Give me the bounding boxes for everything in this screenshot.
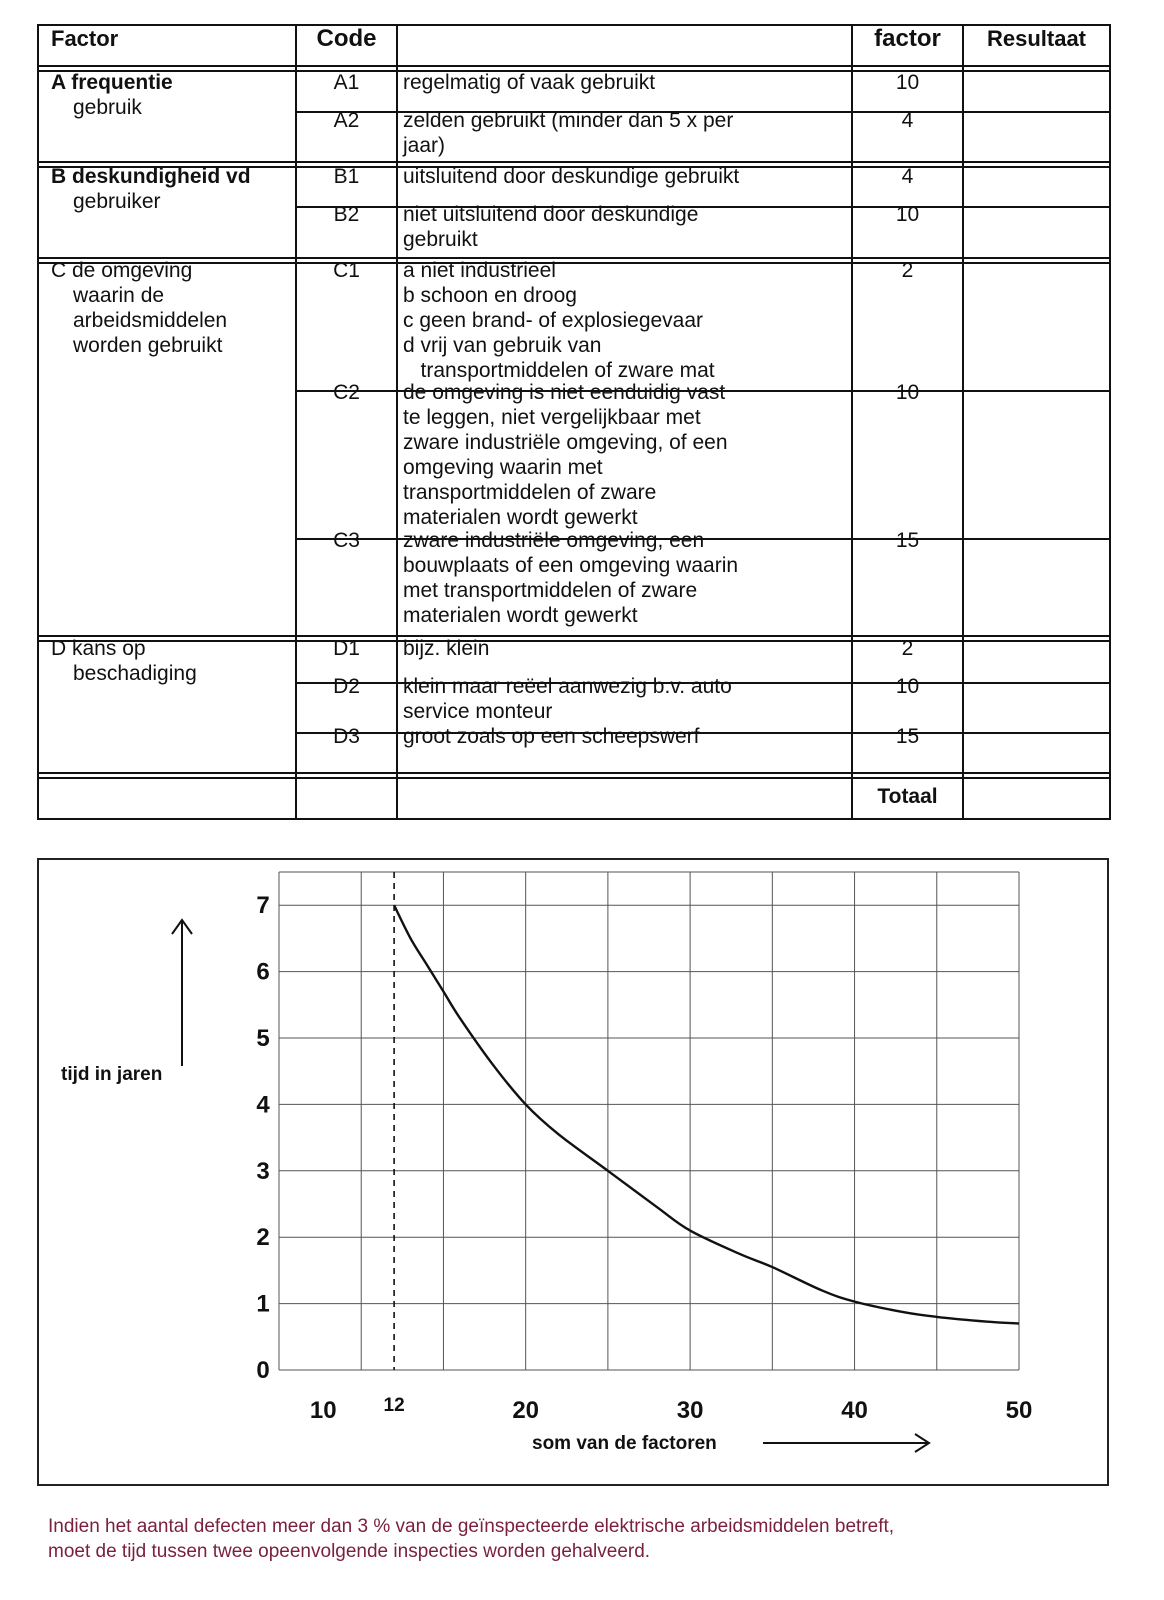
- description-cell: [403, 724, 700, 749]
- description-line: te leggen, niet vergelijkbaar met: [403, 406, 701, 429]
- factor-value-cell: 10: [895, 675, 920, 698]
- description-cell: [403, 108, 733, 158]
- inspection-interval-chart: [37, 858, 1109, 1486]
- x-tick-label: 30: [676, 1397, 704, 1424]
- description-line: zware industriële omgeving, een: [403, 529, 705, 552]
- code-cell: B2: [333, 203, 360, 226]
- column-divider: [396, 24, 398, 820]
- description-line: d vrij van gebruik van: [403, 334, 602, 357]
- description-line: transportmiddelen of zware mat: [403, 359, 715, 382]
- description-line: c geen brand- of explosiegevaar: [403, 309, 704, 332]
- header-factor-value: factor: [874, 25, 941, 52]
- description-line: jaar): [403, 134, 446, 157]
- description-cell: [403, 674, 732, 724]
- description-cell: [403, 164, 739, 189]
- x-tick-label: 40: [841, 1397, 868, 1424]
- group-label-line: gebruik: [73, 96, 142, 119]
- column-divider: [295, 24, 297, 820]
- code-cell: C2: [333, 381, 360, 404]
- factor-value-cell: 10: [895, 71, 920, 94]
- code-cell: D1: [333, 637, 360, 660]
- description-line: materialen wordt gewerkt: [403, 604, 638, 627]
- x-axis-label: som van de factoren: [532, 1433, 717, 1454]
- factor-value-cell: 4: [901, 109, 914, 132]
- x-axis-arrow: [763, 1434, 929, 1452]
- code-cell: D3: [333, 725, 360, 748]
- y-axis-label: tijd in jaren: [61, 1064, 163, 1085]
- description-line: regelmatig of vaak gebruikt: [403, 71, 656, 94]
- group-label-line: beschadiging: [73, 662, 197, 685]
- y-tick-label: 0: [256, 1357, 270, 1384]
- group-d-label: [51, 636, 197, 686]
- description-line: a niet industrieel: [403, 259, 556, 282]
- code-cell: C1: [333, 259, 360, 282]
- code-cell: B1: [333, 165, 360, 188]
- total-label: Totaal: [877, 785, 938, 808]
- code-cell: D2: [333, 675, 360, 698]
- description-line: groot zoals op een scheepswerf: [403, 725, 700, 748]
- code-cell: A2: [333, 109, 360, 132]
- code-cell: C3: [333, 529, 360, 552]
- y-tick-label: 3: [256, 1157, 270, 1185]
- column-divider: [962, 24, 964, 820]
- table-border-right: [1109, 24, 1111, 820]
- group-label-line: worden gebruikt: [73, 334, 223, 357]
- group-label-line: waarin de: [73, 284, 165, 307]
- y-tick-label: 6: [256, 958, 270, 986]
- description-cell: [403, 70, 655, 95]
- factor-value-cell: 15: [895, 725, 920, 748]
- inspection-factor-table: [37, 24, 1111, 820]
- description-line: materialen wordt gewerkt: [403, 506, 638, 529]
- footnote-line: Indien het aantal defecten meer dan 3 % van de geïnspecteerde elektrische arbeidsmiddelen betreft,: [48, 1516, 895, 1537]
- factor-value-cell: 10: [895, 381, 920, 404]
- x-tick-label: 50: [1005, 1397, 1033, 1424]
- chart-svg: [39, 860, 1107, 1484]
- y-tick-label: 1: [256, 1290, 270, 1318]
- y-axis-arrow: [172, 920, 192, 1066]
- footnote: [48, 1514, 1128, 1564]
- description-line: omgeving waarin met: [403, 456, 603, 479]
- description-line: bijz. klein: [403, 637, 490, 660]
- factor-value-cell: 2: [901, 259, 914, 282]
- description-line: met transportmiddelen of zware: [403, 579, 698, 602]
- chart-grid: [279, 872, 1019, 1370]
- data-series-line: [394, 905, 1019, 1323]
- description-line: klein maar reëel aanwezig b.v. auto: [403, 675, 732, 698]
- description-cell: [403, 380, 728, 530]
- factor-value-cell: 10: [895, 203, 920, 226]
- description-cell: [403, 202, 698, 252]
- description-line: gebruikt: [403, 228, 478, 251]
- description-line: service monteur: [403, 700, 553, 723]
- y-tick-label: 4: [256, 1091, 270, 1119]
- group-label-line: gebruiker: [73, 190, 161, 213]
- description-line: zelden gebruikt (minder dan 5 x per: [403, 109, 734, 132]
- description-line: zware industriële omgeving, of een: [403, 431, 728, 454]
- description-cell: [403, 258, 715, 383]
- description-line: de omgeving is niet eenduidig vast: [403, 381, 726, 404]
- y-tick-labels: [256, 892, 270, 1384]
- factor-value-cell: 2: [901, 637, 914, 660]
- row-separator-double: [37, 777, 1111, 779]
- group-label-line: D kans op: [51, 637, 146, 660]
- x-tick-label: 20: [512, 1397, 540, 1424]
- factor-value-cell: 15: [895, 529, 920, 552]
- group-label-line: C de omgeving: [51, 259, 193, 282]
- description-line: b schoon en droog: [403, 284, 577, 307]
- group-label-line: A frequentie: [51, 71, 173, 94]
- y-tick-label: 7: [256, 892, 270, 920]
- header-code: Code: [316, 25, 377, 52]
- table-border-left: [37, 24, 39, 820]
- header-result: Resultaat: [986, 26, 1087, 51]
- code-cell: A1: [333, 71, 360, 94]
- table-border-bottom: [37, 818, 1111, 820]
- description-line: transportmiddelen of zware: [403, 481, 657, 504]
- description-cell: [403, 636, 489, 661]
- description-line: bouwplaats of een omgeving waarin: [403, 554, 739, 577]
- row-separator-double: [37, 772, 1111, 774]
- footnote-line: moet de tijd tussen twee opeenvolgende inspecties worden gehalveerd.: [48, 1541, 651, 1562]
- group-a-label: [51, 70, 173, 120]
- group-c-label: [51, 258, 227, 358]
- group-label-line: arbeidsmiddelen: [73, 309, 228, 332]
- group-b-label: [51, 164, 251, 214]
- row-separator-double: [37, 65, 1111, 67]
- x-tick-labels: [310, 1397, 1032, 1424]
- y-tick-label: 5: [256, 1025, 270, 1052]
- header-factor: Factor: [51, 26, 119, 51]
- description-cell: [403, 528, 738, 628]
- row-separator-double: [37, 161, 1111, 163]
- y-tick-label: 2: [256, 1224, 270, 1252]
- factor-value-cell: 4: [901, 165, 914, 188]
- description-line: niet uitsluitend door deskundige: [403, 203, 699, 226]
- description-line: uitsluitend door deskundige gebruikt: [403, 165, 740, 188]
- x-tick-label: 10: [309, 1397, 337, 1424]
- column-divider: [851, 24, 853, 820]
- marker-label: 12: [383, 1395, 405, 1416]
- group-label-line: B deskundigheid vd: [51, 165, 251, 188]
